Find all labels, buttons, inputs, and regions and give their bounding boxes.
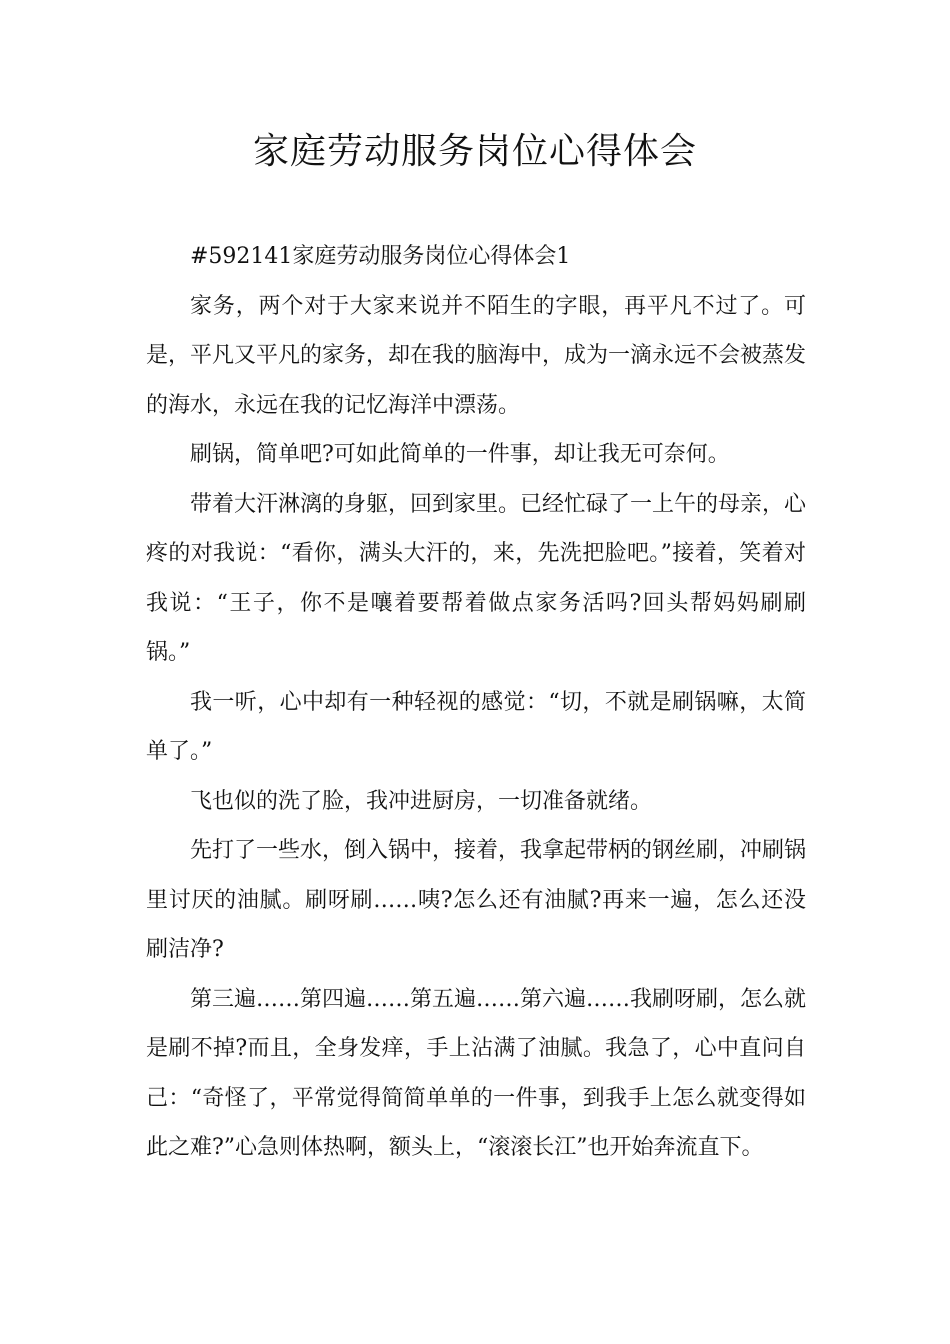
paragraph: 刷锅，简单吧?可如此简单的一件事，却让我无可奈何。 (190, 442, 730, 467)
paragraph: 带着大汗淋漓的身躯，回到家里。已经忙碌了一上午的母亲，心疼的对我说：“看你，满头大汗的，来，先洗把脸吧。”接着，笑着对我说：“王子，你不是嚷着要帮着做点家务活吗?回头帮妈妈刷刷锅。” (146, 491, 807, 665)
paragraph: 第三遍……第四遍……第五遍……第六遍……我刷呀刷，怎么就是刷不掉?而且，全身发痒，手上沾满了油腻。我急了，心中直问自己：“奇怪了，平常觉得简简单单的一件事，到我手上怎么就变得如此之难?”心急则体热啊，额头上，“滚滚长江”也开始奔流直下。 (146, 986, 807, 1160)
document-title: 家庭劳动服务岗位心得体会 (252, 131, 697, 172)
paragraph: 先打了一些水，倒入锅中，接着，我拿起带柄的钢丝刷，冲刷锅里讨厌的油腻。刷呀刷……咦?怎么还有油腻?再来一遍，怎么还没刷洁净? (146, 838, 807, 962)
paragraph-heading: #592141家庭劳动服务岗位心得体会1 (190, 244, 571, 269)
paragraph: 飞也似的洗了脸，我冲进厨房，一切准备就绪。 (190, 788, 653, 814)
paragraph: 我一听，心中却有一种轻视的感觉：“切，不就是刷锅嘛，太简单了。” (146, 689, 806, 764)
paragraph: 家务，两个对于大家来说并不陌生的字眼，再平凡不过了。可是，平凡又平凡的家务，却在我的脑海中，成为一滴永远不会被蒸发的海水，永远在我的记忆海洋中漂荡。 (146, 293, 807, 418)
document-body (146, 232, 806, 1173)
